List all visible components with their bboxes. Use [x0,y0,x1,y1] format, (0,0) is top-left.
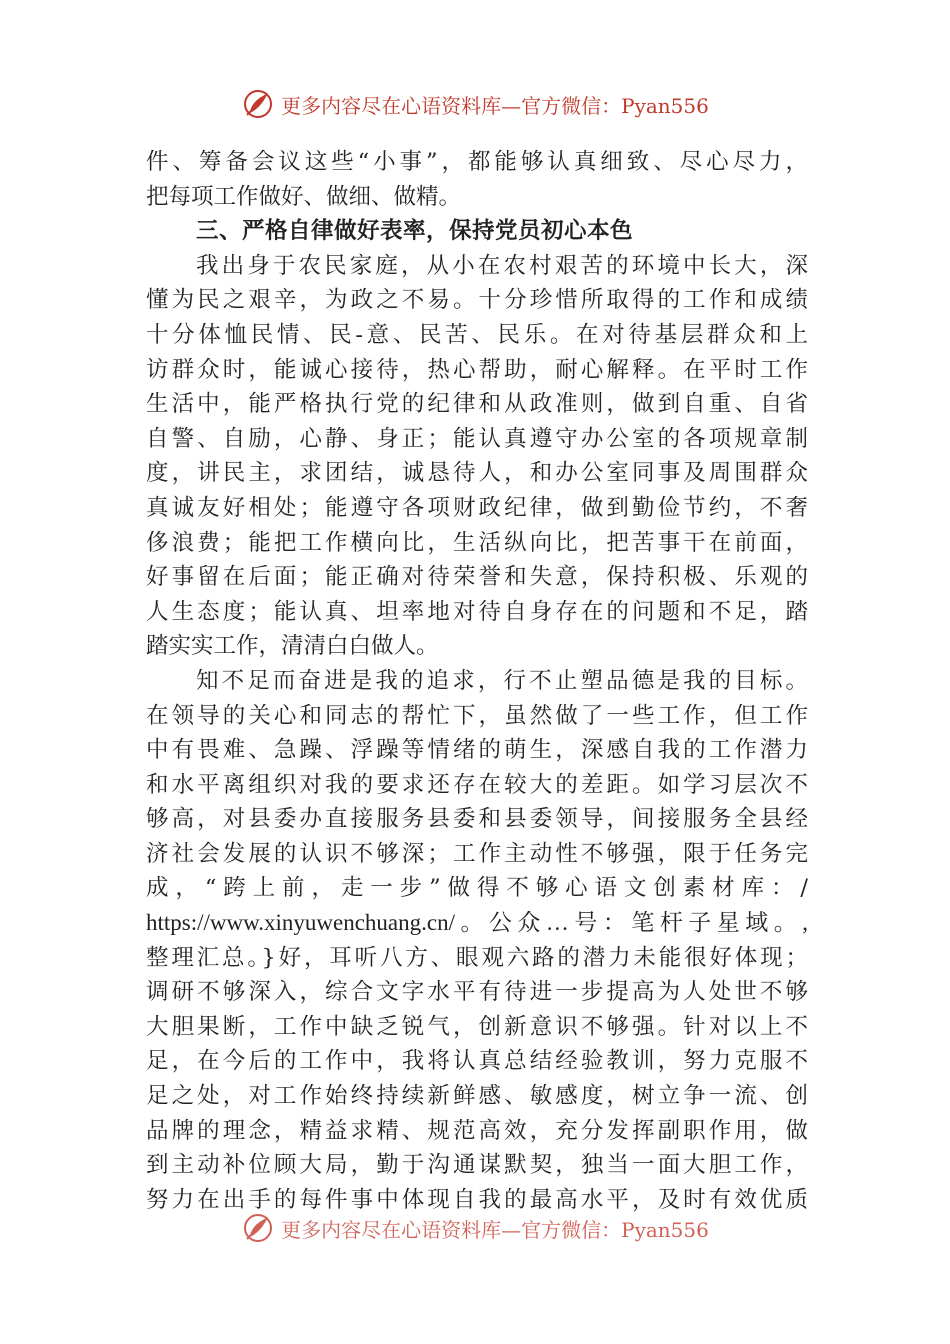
text-line: 人生态度；能认真、坦率地对待自身存在的问题和不足，踏 [146,598,808,625]
text-line: https://www.xinyuwenchuang.cn/。公众…号：笔杆子星域。, [146,910,808,936]
text-line: 生活中，能严格执行党的纪律和从政准则，做到自重、自省 [146,391,808,418]
text-line: 足之处，对工作始终持续新鲜感、敏感度，树立争一流、创 [146,1083,808,1110]
body-text [146,145,808,1217]
text-line: 件、筹备会议这些“小事”，都能够认真细致、尽心尽力， [146,149,808,175]
text-line: 访群众时，能诚心接待，热心帮助，耐心解释。在平时工作 [146,356,808,383]
text-line: 济社会发展的认识不够深；工作主动性不够强，限于任务完 [146,840,808,867]
header-watermark-text: 更多内容尽在心语资料库—官方微信：Pyan556 [281,93,709,118]
text-line: 大胆果断，工作中缺乏锐气，创新意识不够强。针对以上不 [146,1013,808,1040]
text-line: 侈浪费；能把工作横向比，生活纵向比，把苦事干在前面， [146,529,808,556]
text-line: 品牌的理念，精益求精、规范高效，充分发挥副职作用，做 [146,1117,808,1144]
text-line: 把每项工作做好、做细、做精。 [146,183,462,210]
text-line: 和水平离组织对我的要求还存在较大的差距。如学习层次不 [146,771,808,798]
pen-logo-icon [241,87,275,121]
text-line: 好事留在后面；能正确对待荣誉和失意，保持积极、乐观的 [146,564,808,591]
text-line: 十分体恤民情、民-意、民苦、民乐。在对待基层群众和上 [146,321,808,348]
header-watermark [0,84,950,124]
text-line: 在领导的关心和同志的帮忙下，虽然做了一些工作，但工作 [146,702,808,729]
text-line: 成，“跨上前，走一步”做得不够心语文创素材库：/ [146,875,808,902]
text-line: 到主动补位顾大局，勤于沟通谋默契，独当一面大胆工作， [146,1152,808,1179]
text-line: 自警、自励，心静、身正；能认真遵守办公室的各项规章制 [146,425,808,452]
text-line: 够高，对县委办直接服务县委和县委领导，间接服务全县经 [146,806,808,833]
section-heading: 三、严格自律做好表率，保持党员初心本色 [196,218,634,245]
text-line: 努力在出手的每件事中体现自我的最高水平，及时有效优质 [146,1186,808,1213]
text-line: 整理汇总。}好，耳听八方、眼观六路的潜力未能很好体现； [146,944,808,971]
text-line: 踏实实工作，清清白白做人。 [146,633,439,660]
text-line: 调研不够深入，综合文字水平有待进一步提高为人处世不够 [146,979,808,1006]
text-line: 真诚友好相处；能遵守各项财政纪律，做到勤俭节约，不奢 [146,494,808,521]
text-line: 懂为民之艰辛，为政之不易。十分珍惜所取得的工作和成绩 [146,287,808,314]
text-line: 中有畏难、急躁、浮躁等情绪的萌生，深感自我的工作潜力 [146,737,808,764]
text-line: 知不足而奋进是我的追求，行不止塑品德是我的目标。 [196,667,808,694]
footer-watermark [0,1208,950,1248]
text-line: 度，讲民主，求团结，诚恳待人，和办公室同事及周围群众 [146,460,808,487]
text-line: 足，在今后的工作中，我将认真总结经验教训，努力克服不 [146,1048,808,1075]
text-line: 我出身于农民家庭，从小在农村艰苦的环境中长大，深 [196,252,808,279]
pen-logo-icon [241,1211,275,1245]
footer-watermark-text: 更多内容尽在心语资料库—官方微信：Pyan556 [281,1217,709,1242]
